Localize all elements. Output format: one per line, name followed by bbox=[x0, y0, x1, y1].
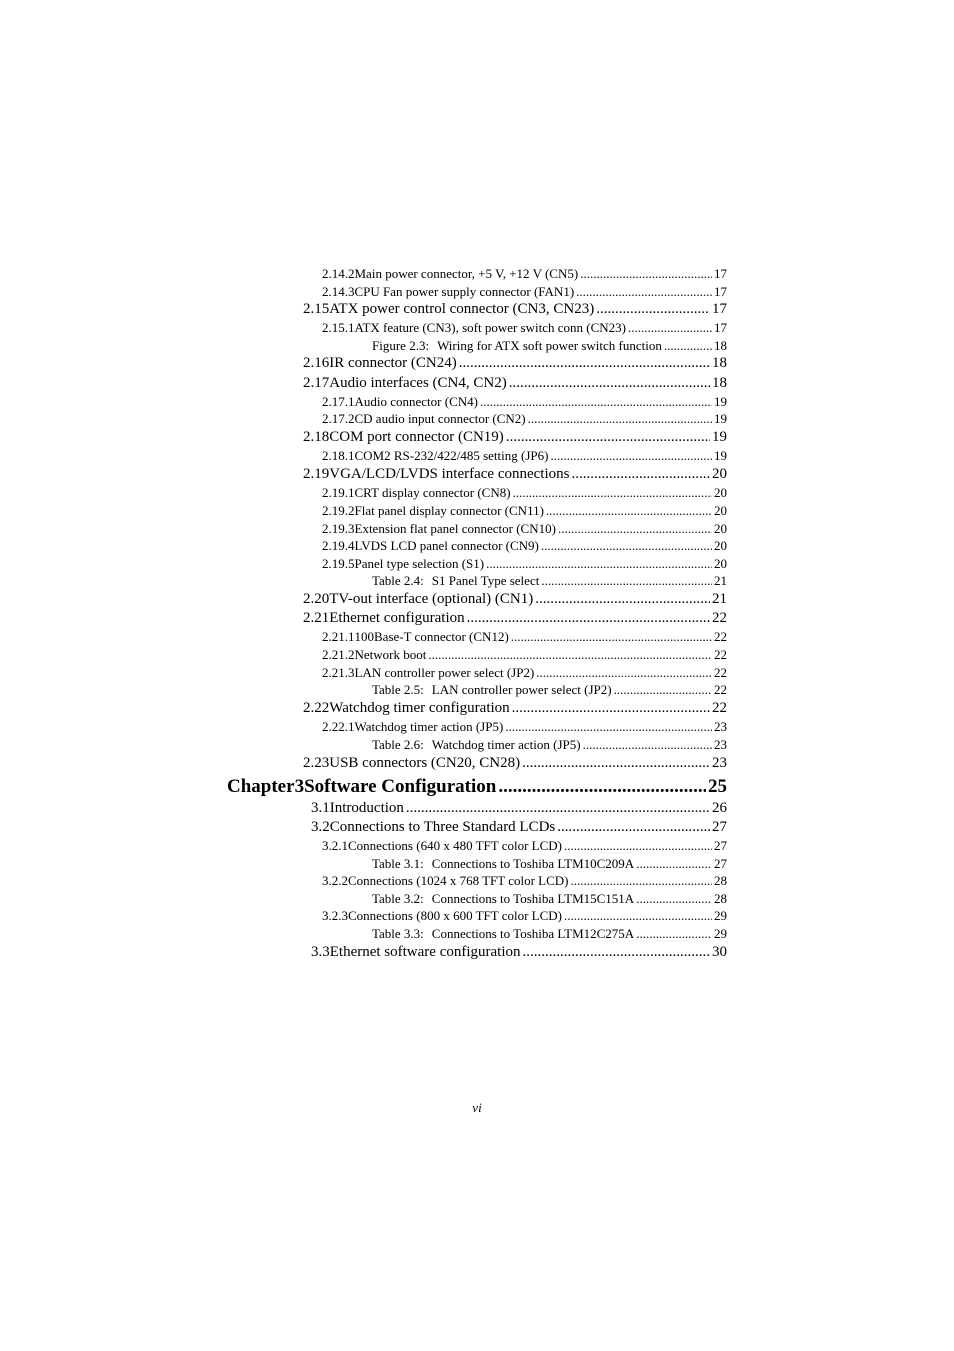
dot-leader bbox=[664, 338, 712, 354]
dot-leader bbox=[546, 503, 712, 519]
toc-entry[interactable] bbox=[322, 411, 727, 427]
entry-title: CRT display connector (CN8) bbox=[354, 485, 511, 500]
dot-leader bbox=[541, 538, 712, 554]
toc-entry[interactable] bbox=[322, 629, 727, 645]
toc-entry[interactable] bbox=[322, 266, 727, 282]
dot-leader bbox=[459, 355, 710, 372]
entry-number: 2.21.3 bbox=[322, 665, 355, 680]
entry-page: 22 bbox=[714, 682, 727, 697]
entry-page: 30 bbox=[712, 944, 727, 960]
dot-leader bbox=[628, 320, 712, 336]
entry-title: CPU Fan power supply connector (FAN1) bbox=[354, 284, 575, 299]
toc-entry[interactable] bbox=[322, 665, 727, 681]
toc-entry[interactable] bbox=[322, 908, 727, 924]
dot-leader bbox=[467, 610, 710, 627]
entry-page: 18 bbox=[714, 338, 727, 353]
entry-page: 18 bbox=[712, 375, 727, 391]
entry-title: Ethernet software configuration bbox=[329, 944, 521, 960]
toc-entry[interactable] bbox=[303, 375, 727, 392]
entry-title: COM port connector (CN19) bbox=[329, 429, 504, 445]
entry-number: Table 3.3: bbox=[372, 926, 424, 941]
toc-entry[interactable] bbox=[322, 647, 727, 663]
entry-page: 19 bbox=[714, 394, 727, 409]
entry-title: Flat panel display connector (CN11) bbox=[354, 503, 544, 518]
dot-leader bbox=[523, 944, 710, 961]
toc-entry[interactable] bbox=[322, 521, 727, 537]
entry-number: 2.23 bbox=[303, 755, 330, 771]
dot-leader bbox=[614, 682, 712, 698]
entry-title: Audio connector (CN4) bbox=[354, 394, 478, 409]
entry-number: 2.14.3 bbox=[322, 284, 355, 299]
entry-page: 20 bbox=[714, 485, 727, 500]
entry-page: 22 bbox=[714, 647, 727, 662]
dot-leader bbox=[576, 284, 712, 300]
entry-number: 3.2.1 bbox=[322, 838, 348, 853]
entry-number: 3.3 bbox=[311, 944, 330, 960]
dot-leader bbox=[541, 573, 712, 589]
dot-leader bbox=[511, 629, 712, 645]
toc-entry[interactable] bbox=[322, 503, 727, 519]
toc-entry[interactable] bbox=[303, 610, 727, 627]
entry-title: S1 Panel Type select bbox=[431, 573, 540, 588]
entry-title: Watchdog timer configuration bbox=[329, 700, 510, 716]
entry-page: 20 bbox=[714, 556, 727, 571]
entry-page: 18 bbox=[712, 355, 727, 371]
dot-leader bbox=[406, 800, 710, 817]
dot-leader bbox=[583, 737, 712, 753]
entry-page: 27 bbox=[712, 819, 727, 835]
entry-page: 23 bbox=[714, 737, 727, 752]
entry-page: 27 bbox=[714, 838, 727, 853]
dot-leader bbox=[571, 466, 710, 483]
entry-page: 22 bbox=[714, 629, 727, 644]
toc-entry[interactable] bbox=[311, 819, 727, 836]
entry-number: 2.18 bbox=[303, 429, 330, 445]
entry-number: 3.2 bbox=[311, 819, 330, 835]
dot-leader bbox=[596, 301, 710, 318]
toc-entry[interactable] bbox=[322, 838, 727, 854]
dot-leader bbox=[550, 448, 712, 464]
entry-title: LAN controller power select (JP2) bbox=[354, 665, 535, 680]
dot-leader bbox=[480, 394, 712, 410]
dot-leader bbox=[535, 591, 710, 608]
toc-table-entry[interactable] bbox=[372, 737, 727, 753]
entry-title: VGA/LCD/LVDS interface connections bbox=[329, 466, 570, 482]
entry-title: Audio interfaces (CN4, CN2) bbox=[329, 375, 507, 391]
toc-table-entry[interactable] bbox=[372, 682, 727, 698]
entry-number: Table 3.1: bbox=[372, 856, 424, 871]
entry-number: 2.20 bbox=[303, 591, 330, 607]
toc-entry[interactable] bbox=[303, 591, 727, 608]
dot-leader bbox=[509, 375, 710, 392]
entry-page: 20 bbox=[712, 466, 727, 482]
entry-number: Table 2.5: bbox=[372, 682, 424, 697]
entry-title: Main power connector, +5 V, +12 V (CN5) bbox=[354, 266, 579, 281]
entry-title: LVDS LCD panel connector (CN9) bbox=[354, 538, 539, 553]
dot-leader bbox=[486, 556, 712, 572]
entry-page: 28 bbox=[714, 891, 727, 906]
entry-title: Connections (640 x 480 TFT color LCD) bbox=[348, 838, 563, 853]
dot-leader bbox=[580, 266, 712, 282]
dot-leader bbox=[564, 908, 712, 924]
chapter-number: 3 bbox=[294, 776, 305, 797]
toc-entry[interactable] bbox=[322, 284, 727, 300]
entry-page: 17 bbox=[712, 301, 727, 317]
dot-leader bbox=[505, 719, 712, 735]
chapter-title: Software Configuration bbox=[304, 776, 497, 797]
entry-title: Connections to Three Standard LCDs bbox=[329, 819, 556, 835]
entry-number: 2.18.1 bbox=[322, 448, 355, 463]
entry-title: Extension flat panel connector (CN10) bbox=[354, 521, 556, 536]
entry-title: COM2 RS-232/422/485 setting (JP6) bbox=[354, 448, 549, 463]
entry-title: Connections (800 x 600 TFT color LCD) bbox=[348, 908, 563, 923]
entry-number: 2.15.1 bbox=[322, 320, 355, 335]
entry-title: Connections to Toshiba LTM12C275A bbox=[431, 926, 635, 941]
toc-table-entry[interactable] bbox=[372, 856, 727, 872]
toc-figure-entry[interactable] bbox=[372, 338, 727, 354]
entry-number: 3.2.3 bbox=[322, 908, 348, 923]
entry-page: 17 bbox=[714, 284, 727, 299]
dot-leader bbox=[636, 856, 712, 872]
entry-title: Wiring for ATX soft power switch function bbox=[437, 338, 662, 353]
entry-number: Table 2.4: bbox=[372, 573, 424, 588]
toc-entry[interactable] bbox=[322, 719, 727, 735]
toc-entry[interactable] bbox=[303, 429, 727, 446]
page-number-footer: vi bbox=[472, 1100, 482, 1115]
chapter-word: Chapter bbox=[227, 776, 295, 797]
entry-page: 20 bbox=[714, 503, 727, 518]
entry-number: 2.19 bbox=[303, 466, 330, 482]
entry-title: Watchdog timer action (JP5) bbox=[431, 737, 581, 752]
entry-page: 22 bbox=[712, 610, 727, 626]
entry-title: TV-out interface (optional) (CN1) bbox=[329, 591, 534, 607]
toc-entry[interactable] bbox=[322, 538, 727, 554]
entry-number: 2.19.2 bbox=[322, 503, 355, 518]
entry-title: IR connector (CN24) bbox=[329, 355, 457, 371]
entry-page: 29 bbox=[714, 908, 727, 923]
entry-page: 28 bbox=[714, 873, 727, 888]
entry-title: Connections to Toshiba LTM10C209A bbox=[431, 856, 635, 871]
entry-page: 22 bbox=[714, 665, 727, 680]
entry-title: Connections (1024 x 768 TFT color LCD) bbox=[348, 873, 569, 888]
entry-page: 27 bbox=[714, 856, 727, 871]
entry-number: 2.17 bbox=[303, 375, 330, 391]
entry-number: 2.19.4 bbox=[322, 538, 355, 553]
entry-page: 21 bbox=[714, 573, 727, 588]
entry-title: Connections to Toshiba LTM15C151A bbox=[431, 891, 635, 906]
dot-leader bbox=[498, 776, 706, 798]
entry-title: LAN controller power select (JP2) bbox=[431, 682, 612, 697]
toc-entry[interactable] bbox=[303, 755, 727, 772]
toc-entry[interactable] bbox=[311, 944, 727, 961]
entry-number: 3.2.2 bbox=[322, 873, 348, 888]
toc-entry[interactable] bbox=[311, 800, 727, 817]
toc-entry[interactable] bbox=[303, 466, 727, 483]
entry-number: Figure 2.3: bbox=[372, 338, 430, 353]
entry-page: 23 bbox=[712, 755, 727, 771]
entry-title: 100Base-T connector (CN12) bbox=[354, 629, 509, 644]
entry-page: 25 bbox=[708, 776, 727, 797]
entry-page: 21 bbox=[712, 591, 727, 607]
toc-entry[interactable] bbox=[322, 485, 727, 501]
dot-leader bbox=[564, 838, 712, 854]
entry-title: ATX power control connector (CN3, CN23) bbox=[329, 301, 595, 317]
toc-entry[interactable] bbox=[303, 301, 727, 318]
toc-entry[interactable] bbox=[322, 873, 727, 889]
entry-number: 2.14.2 bbox=[322, 266, 355, 281]
entry-number: 2.17.1 bbox=[322, 394, 355, 409]
toc-chapter-entry[interactable] bbox=[227, 776, 727, 798]
entry-page: 19 bbox=[712, 429, 727, 445]
toc-table-entry[interactable] bbox=[372, 891, 727, 907]
dot-leader bbox=[571, 873, 712, 889]
entry-title: Introduction bbox=[329, 800, 404, 816]
entry-title: Watchdog timer action (JP5) bbox=[354, 719, 504, 734]
entry-page: 17 bbox=[714, 266, 727, 281]
dot-leader bbox=[557, 819, 710, 836]
entry-title: Panel type selection (S1) bbox=[354, 556, 485, 571]
dot-leader bbox=[558, 521, 712, 537]
entry-page: 20 bbox=[714, 521, 727, 536]
entry-number: 2.19.1 bbox=[322, 485, 355, 500]
entry-number: 2.22 bbox=[303, 700, 330, 716]
toc-entry[interactable] bbox=[303, 700, 727, 717]
toc-entry[interactable] bbox=[322, 448, 727, 464]
entry-number: 2.21 bbox=[303, 610, 330, 626]
entry-number: Table 2.6: bbox=[372, 737, 424, 752]
entry-page: 19 bbox=[714, 448, 727, 463]
entry-number: 2.17.2 bbox=[322, 411, 355, 426]
entry-number: 2.19.3 bbox=[322, 521, 355, 536]
entry-title: Ethernet configuration bbox=[329, 610, 465, 626]
toc-table-entry[interactable] bbox=[372, 573, 727, 589]
entry-title: Network boot bbox=[354, 647, 427, 662]
dot-leader bbox=[428, 647, 712, 663]
entry-page: 26 bbox=[712, 800, 727, 816]
dot-leader bbox=[506, 429, 710, 446]
dot-leader bbox=[636, 891, 712, 907]
entry-number: 3.1 bbox=[311, 800, 330, 816]
dot-leader bbox=[636, 926, 712, 942]
dot-leader bbox=[512, 700, 710, 717]
dot-leader bbox=[522, 755, 710, 772]
toc-entry[interactable] bbox=[303, 355, 727, 372]
toc-entry[interactable] bbox=[322, 320, 727, 336]
entry-page: 17 bbox=[714, 320, 727, 335]
entry-number: 2.22.1 bbox=[322, 719, 355, 734]
entry-number: Table 3.2: bbox=[372, 891, 424, 906]
dot-leader bbox=[528, 411, 712, 427]
entry-number: 2.21.2 bbox=[322, 647, 355, 662]
toc-entry[interactable] bbox=[322, 394, 727, 410]
entry-page: 19 bbox=[714, 411, 727, 426]
toc-table-entry[interactable] bbox=[372, 926, 727, 942]
dot-leader bbox=[536, 665, 712, 681]
entry-number: 2.15 bbox=[303, 301, 330, 317]
entry-page: 23 bbox=[714, 719, 727, 734]
entry-title: ATX feature (CN3), soft power switch conn (CN23) bbox=[354, 320, 626, 335]
dot-leader bbox=[513, 485, 712, 501]
toc-entry[interactable] bbox=[322, 556, 727, 572]
entry-page: 29 bbox=[714, 926, 727, 941]
entry-number: 2.21.1 bbox=[322, 629, 355, 644]
entry-title: CD audio input connector (CN2) bbox=[354, 411, 526, 426]
entry-page: 20 bbox=[714, 538, 727, 553]
entry-number: 2.16 bbox=[303, 355, 330, 371]
entry-number: 2.19.5 bbox=[322, 556, 355, 571]
entry-title: USB connectors (CN20, CN28) bbox=[329, 755, 521, 771]
entry-page: 22 bbox=[712, 700, 727, 716]
